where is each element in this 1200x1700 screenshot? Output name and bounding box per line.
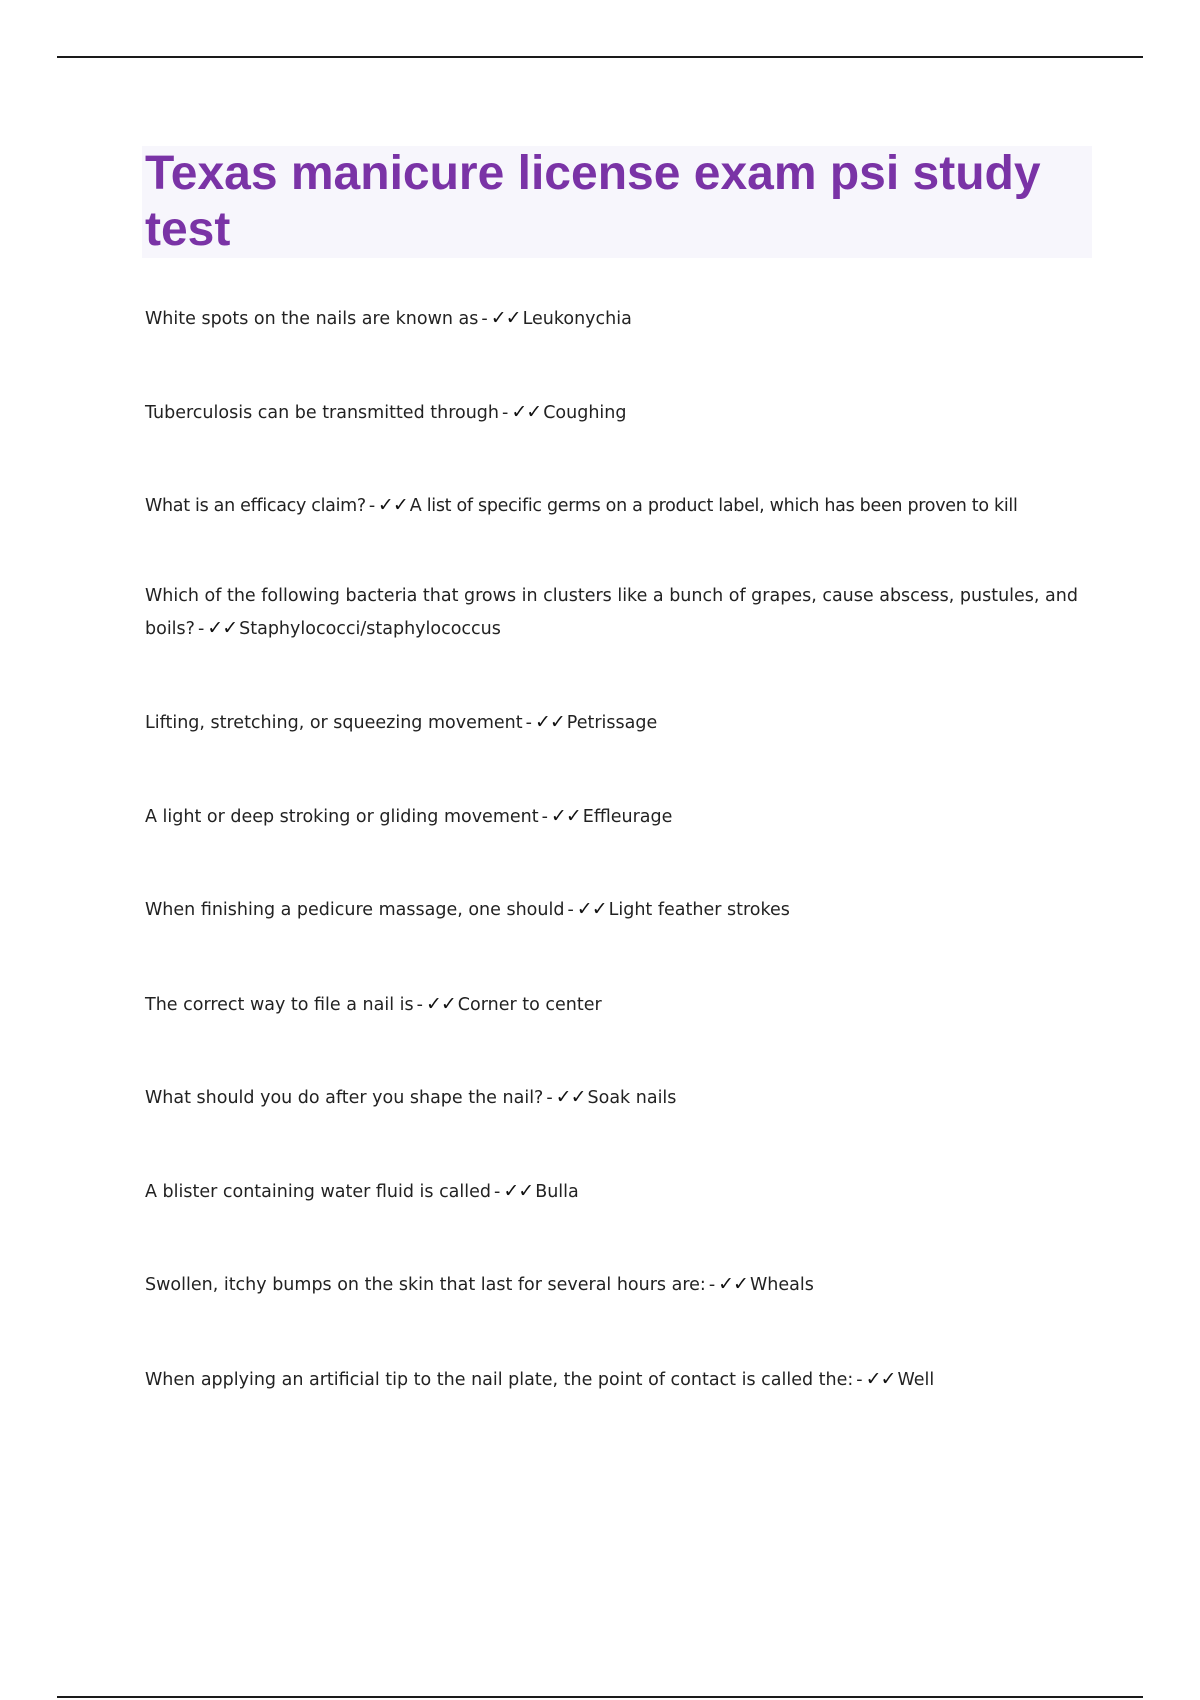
qa-item	[145, 893, 1085, 926]
answer-text: A list of specific germs on a product label, which has been proven to kill	[409, 496, 1018, 516]
qa-item	[145, 1081, 1085, 1114]
qa-item	[145, 580, 1085, 645]
answer-text: Soak nails	[587, 1088, 677, 1108]
check-icon: ✓✓	[511, 401, 542, 423]
check-icon: ✓✓	[555, 1086, 586, 1108]
question-text: When finishing a pedicure massage, one should	[145, 900, 565, 920]
separator: -	[368, 496, 375, 516]
question-text: When applying an artificial tip to the nail plate, the point of contact is called the:	[145, 1370, 854, 1390]
question-text: What is an efficacy claim?	[145, 496, 366, 516]
question-text: Lifting, stretching, or squeezing movement	[145, 713, 523, 733]
qa-item	[145, 302, 1085, 335]
question-text: The correct way to file a nail is	[145, 995, 414, 1015]
separator: -	[541, 807, 548, 827]
question-text: A blister containing water fluid is called	[145, 1182, 492, 1202]
separator: -	[481, 309, 488, 329]
bottom-rule	[57, 1696, 1143, 1698]
question-text: White spots on the nails are known as	[145, 309, 479, 329]
separator: -	[502, 403, 509, 423]
check-icon: ✓✓	[377, 494, 408, 516]
answer-text: Corner to center	[457, 995, 602, 1015]
check-icon: ✓✓	[576, 898, 607, 920]
check-icon: ✓✓	[865, 1368, 896, 1390]
separator: -	[856, 1370, 863, 1390]
separator: -	[567, 900, 574, 920]
qa-item	[145, 396, 1085, 429]
answer-text: Well	[897, 1370, 935, 1390]
qa-item	[145, 489, 1125, 522]
check-icon: ✓✓	[207, 617, 238, 639]
question-text: What should you do after you shape the nail?	[145, 1088, 544, 1108]
separator: -	[197, 619, 205, 639]
answer-text: Light feather strokes	[608, 900, 790, 920]
question-text: Which of the following bacteria that grows in clusters like a bunch of grapes, cause abscess, pustules, and boils?	[145, 586, 1078, 639]
answer-text: Wheals	[749, 1275, 814, 1295]
check-icon: ✓✓	[550, 805, 581, 827]
qa-item	[145, 706, 1085, 739]
qa-item	[145, 800, 1085, 833]
document-title: Texas manicure license exam psi study test	[145, 147, 1041, 256]
check-icon: ✓✓	[503, 1180, 534, 1202]
check-icon: ✓✓	[425, 993, 456, 1015]
qa-item	[145, 1175, 1085, 1208]
separator: -	[546, 1088, 553, 1108]
check-icon: ✓✓	[718, 1273, 748, 1295]
question-text: Swollen, itchy bumps on the skin that last for several hours are:	[145, 1275, 706, 1295]
separator: -	[494, 1182, 501, 1202]
answer-text: Coughing	[543, 403, 627, 423]
check-icon: ✓✓	[490, 307, 521, 329]
question-text: A light or deep stroking or gliding movement	[145, 807, 539, 827]
answer-text: Petrissage	[566, 713, 658, 733]
top-rule	[57, 56, 1143, 58]
answer-text: Leukonychia	[522, 309, 632, 329]
answer-text: Effleurage	[582, 807, 673, 827]
qa-item	[145, 1363, 1085, 1396]
separator: -	[708, 1275, 716, 1295]
answer-text: Staphylococci/staphylococcus	[239, 619, 501, 639]
separator: -	[525, 713, 532, 733]
separator: -	[416, 995, 423, 1015]
answer-text: Bulla	[535, 1182, 579, 1202]
check-icon: ✓✓	[534, 711, 565, 733]
qa-item	[145, 988, 1085, 1021]
question-text: Tuberculosis can be transmitted through	[145, 403, 500, 423]
qa-item	[145, 1268, 1085, 1301]
